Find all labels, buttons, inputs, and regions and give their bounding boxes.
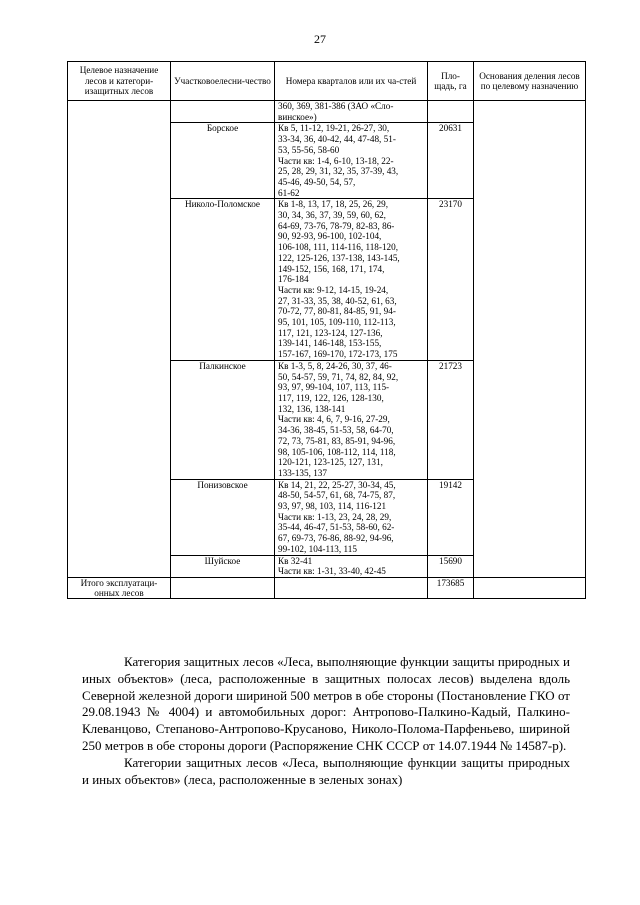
area-value: 21723 [428,360,474,479]
quarters-line: 95, 101, 105, 109-110, 112-113, [278,317,396,328]
quarters-line: 35-44, 46-47, 51-53, 58-60, 62- [278,522,395,533]
quarters-line: Части кв: 9-12, 14-15, 19-24, [278,284,389,295]
forestry-cell-empty [171,101,275,123]
quarters-line: 106-108, 111, 114-116, 118-120, [278,242,399,253]
quarters-line: 34-36, 38-45, 51-53, 58, 64-70, [278,425,394,436]
total-label-line: онных лесов [94,587,144,598]
quarters-line: 120-121, 123-125, 127, 131, [278,457,383,468]
quarters-line: Части кв: 1-4, 6-10, 13-18, 22- [278,155,394,166]
area-value: 20631 [428,123,474,199]
quarters-line: 93, 97, 98, 103, 114, 116-121 [278,501,387,512]
total-label [68,577,171,598]
forestry-name: Борское [171,123,275,199]
header-basis: Основания деления лесов по целевому назначению [474,62,586,101]
quarters-line: 99-102, 104-113, 115 [278,543,357,554]
quarters-line: 53, 55-56, 58-60 [278,144,340,155]
quarters-line: Кв 14, 21, 22, 25-27, 30-34, 45, [278,479,396,490]
area-value: 23170 [428,199,474,361]
total-forestry-empty [171,577,275,598]
quarters-line: Части кв: 4, 6, 7, 9-16, 27-29, [278,414,390,425]
quarters-line: 61-62 [278,187,300,198]
quarters-line: 67, 69-73, 76-86, 88-92, 94-96, [278,533,394,544]
quarters-line: 50, 54-57, 59, 71, 74, 82, 84, 92, [278,371,399,382]
quarters-line: Кв 32-41 [278,555,313,566]
quarters-line: Части кв: 1-31, 33-40, 42-45 [278,566,386,577]
quarters-line: 33-34, 36, 40-42, 44, 47-48, 51- [278,134,396,145]
header-quarters: Номера кварталов или их ча-стей [275,62,428,101]
quarters-line: 64-69, 73-76, 78-79, 82-83, 86- [278,220,395,231]
forestry-name: Палкинское [171,360,275,479]
total-label-line: Итого эксплуатаци- [80,577,158,588]
quarters-line: 30, 34, 36, 37, 39, 59, 60, 62, [278,210,386,221]
total-quarters-empty [275,577,428,598]
total-row [68,577,586,598]
quarters-line: 90, 92-93, 96-100, 102-104, [278,231,382,242]
quarters-line: 93, 97, 99-104, 107, 113, 115- [278,382,390,393]
quarters-line: 139-141, 146-148, 153-155, [278,338,382,349]
quarters-line: 98, 105-106, 108-112, 114, 118, [278,446,396,457]
quarters-line: 133-135, 137 [278,467,327,478]
area-cell-empty [428,101,474,123]
quarters-cell [275,479,428,555]
quarters-line: 117, 119, 122, 126, 128-130, [278,392,384,403]
body-text [82,654,570,788]
quarters-line: Кв 5, 11-12, 19-21, 26-27, 30, [278,123,390,134]
continuation-row [68,101,586,123]
total-area: 173685 [428,577,474,598]
quarters-line: 149-152, 156, 168, 171, 174, [278,263,385,274]
quarters-line: Кв 1-3, 5, 8, 24-26, 30, 37, 46- [278,360,392,371]
basis-cell [474,101,586,578]
purpose-cell [68,101,171,578]
total-basis-empty [474,577,586,598]
forestry-name: Шуйское [171,555,275,577]
area-value: 19142 [428,479,474,555]
forest-table [67,61,586,599]
forestry-name: Понизовское [171,479,275,555]
quarters-line: 157-167, 169-170, 172-173, 175 [278,349,398,360]
quarters-line: винское») [278,111,317,122]
paragraph: Категория защитных лесов «Леса, выполняющие функции защиты природных и иных объектов» (леса, расположенные в защитных полосах лесов) выделена вдоль Северной железной дороги шириной 500 метров в обе стороны (Постановление ГКО от 29.08.1943 № 4004) и автомобильных дорог: Антропово-Палкино-Кадый, Палкино-Клеванцово, Степаново-Антропово-Крусаново, Николо-Полома-Парфеньево, шириной 250 метров в обе стороны дороги (Распоряжение СНК СССР от 14.07.1944 № 14587-р). [82,654,570,753]
quarters-line: 27, 31-33, 35, 38, 40-52, 61, 63, [278,295,397,306]
header-purpose: Целевое назначение лесов и категори-изащитных лесов [68,62,171,101]
area-value: 15690 [428,555,474,577]
quarters-line: 176-184 [278,274,309,285]
header-area: Пло-щадь, га [428,62,474,101]
header-forestry: Участковоелесни-чество [171,62,275,101]
paragraph: Категории защитных лесов «Леса, выполняющие функции защиты природных и иных объектов» (леса, расположенные в зеленых зонах) [82,754,570,787]
forestry-name: Николо-Поломское [171,199,275,361]
quarters-cell [275,123,428,199]
quarters-line: 25, 28, 29, 31, 32, 35, 37-39, 43, [278,166,399,177]
quarters-line: 122, 125-126, 137-138, 143-145, [278,252,400,263]
quarters-line: Кв 1-8, 13, 17, 18, 25, 26, 29, [278,199,388,210]
quarters-line: 132, 136, 138-141 [278,403,346,414]
quarters-line: 360, 369, 381-386 (ЗАО «Сло- [278,101,394,111]
quarters-cell [275,199,428,361]
quarters-line: 48-50, 54-57, 61, 68, 74-75, 87, [278,490,396,501]
quarters-line: Части кв: 1-13, 23, 24, 28, 29, [278,511,392,522]
quarters-cell [275,101,428,123]
quarters-cell [275,555,428,577]
quarters-line: 45-46, 49-50, 54, 57, [278,176,356,187]
quarters-line: 117, 121, 123-124, 127-136, [278,327,383,338]
quarters-line: 72, 73, 75-81, 83, 85-91, 94-96, [278,435,396,446]
quarters-line: 70-72, 77, 80-81, 84-85, 91, 94- [278,306,396,317]
page-number: 27 [314,32,326,46]
table-header-row [68,62,586,101]
quarters-cell [275,360,428,479]
